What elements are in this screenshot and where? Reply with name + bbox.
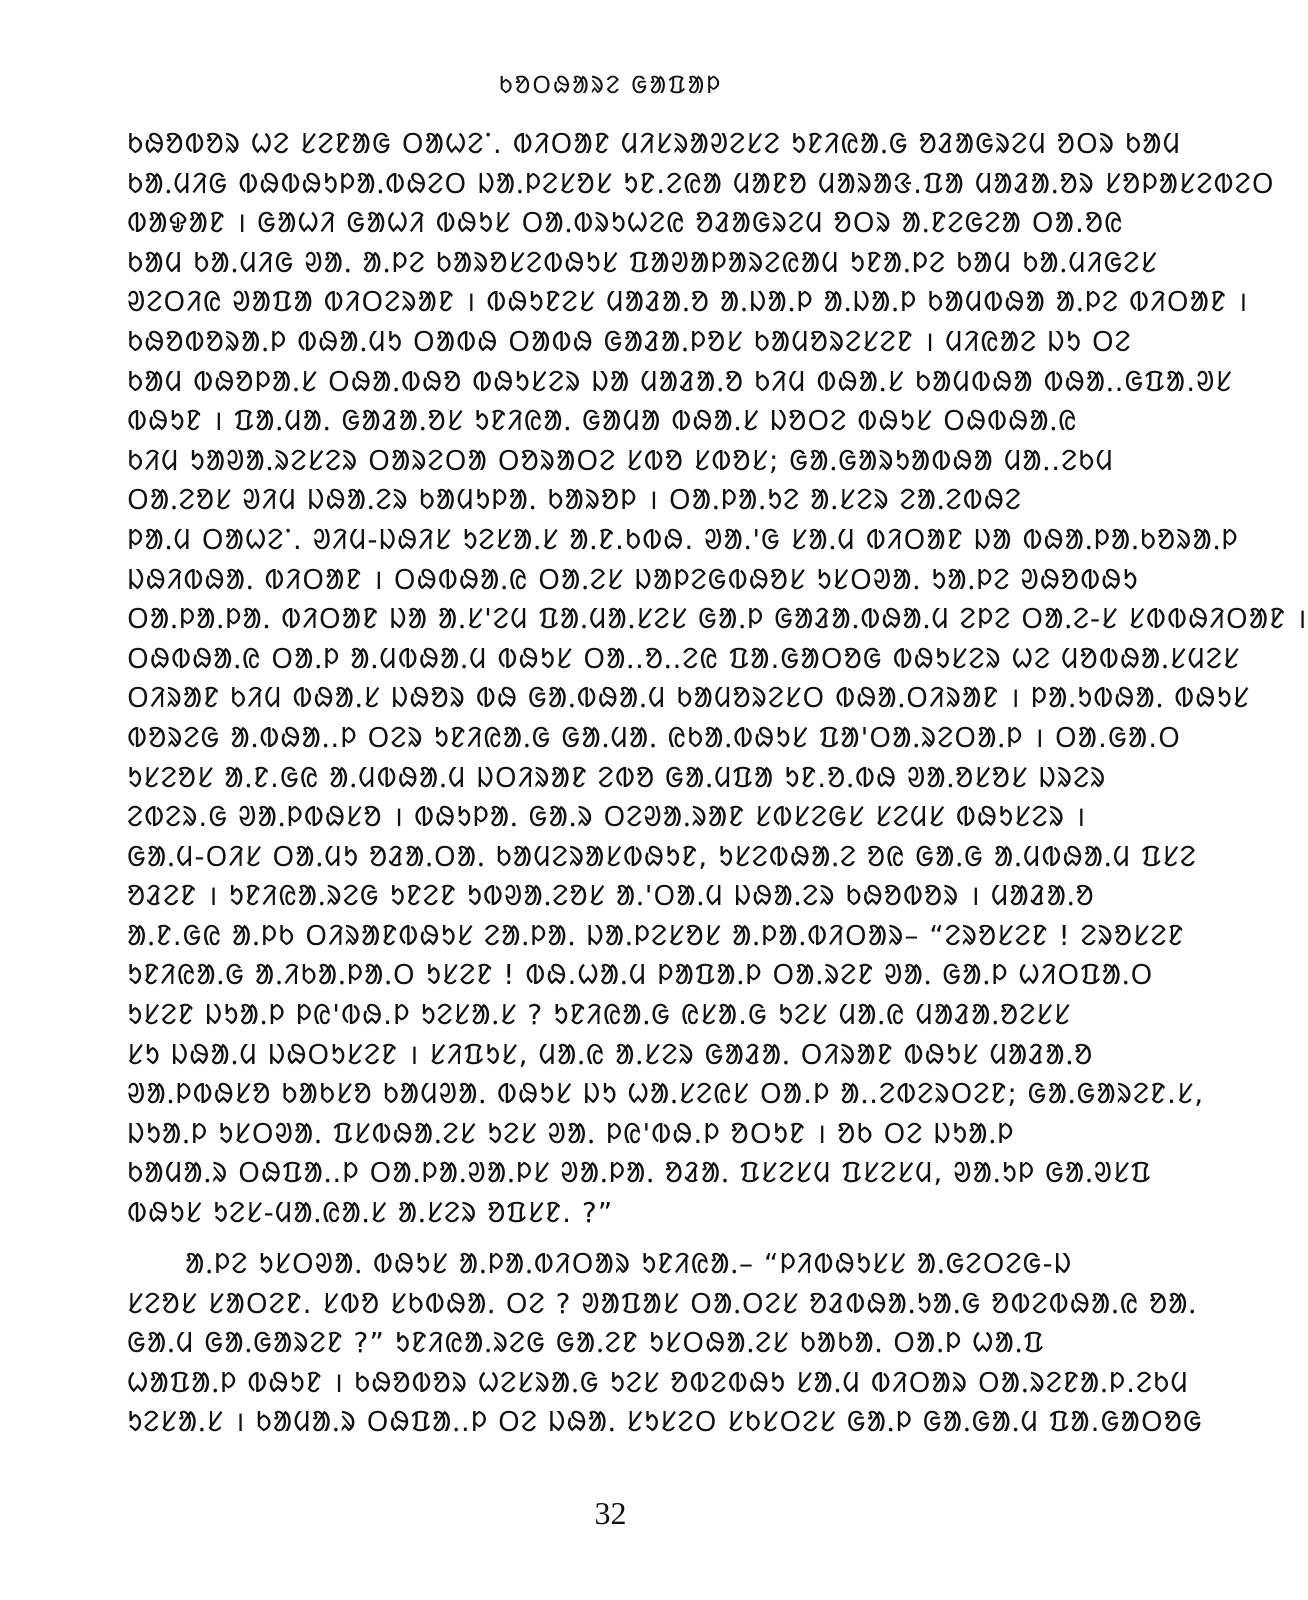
text-line: ᱡᱷᱤᱵᱷᱟᱹ ᱵᱤᱛᱟᱱ । ᱛᱷᱵᱷᱟᱹᱭ ᱛᱟᱹᱮᱥ ᱡᱟᱞᱮᱜᱵᱷᱚᱥ ᱩᱥᱛᱣᱟᱹ ᱩᱟᱹᱞᱮ ᱣᱷᱚᱵᱷᱩ <box>127 562 1139 596</box>
text-line: ᱞᱟᱹᱢ ᱛᱟᱦᱮᱸ. ᱣᱤᱢ-ᱡᱷᱤᱥ ᱩᱮᱥᱟᱹᱥ ᱟᱹᱱ.ᱠᱵᱷ. ᱣᱟᱹ'ᱜ ᱥᱟᱹᱢ ᱵᱤᱛᱟᱱ ᱡᱟ ᱵᱷᱟᱹᱞᱟᱹᱠᱚᱨᱟᱹᱞ <box>127 522 1239 556</box>
text-line: ᱛᱷᱵᱷᱟᱹᱭ ᱛᱟᱹᱞ ᱟᱹᱢᱵᱷᱟᱹᱢ ᱵᱷᱩᱥ ᱛᱟᱹ.ᱚᱹ.ᱮᱭ ᱯᱟ.ᱜᱟᱛᱚᱜ ᱵᱷᱩᱥᱮᱨ ᱦᱮ ᱢᱚᱵᱷᱟᱹᱥᱢᱮᱥ <box>127 641 1241 675</box>
text-line: ᱛᱟᱹᱞᱟᱹᱞᱟᱹ ᱵᱤᱛᱟᱱ ᱡᱟ ᱟᱹᱥ'ᱮᱢ ᱯᱟᱹᱢᱟᱹᱥᱮᱥ ᱜᱟᱹᱞ ᱜᱟᱲᱟᱹᱵᱷᱟᱹᱢ ᱮᱞᱮ ᱛᱟᱹᱮ-ᱥ ᱥᱵᱵᱷᱤᱛᱟᱱ । <box>127 602 1308 636</box>
text-line: ᱣᱟᱹᱞᱵᱷᱥᱚ ᱠᱟᱠᱥᱚ ᱠᱟᱢᱣᱟᱹ ᱵᱷᱩᱥ ᱡᱩ ᱦᱟᱹᱥᱮᱭᱥ ᱛᱟ.ᱞ ᱟᱹ.ᱮᱵᱮᱨᱛᱮᱱ; ᱜᱟᱹᱜᱟᱨᱮᱱ.ᱥ, <box>127 1077 1205 1111</box>
page-number: 32 <box>594 1495 627 1531</box>
running-header: ᱠᱚᱛᱷᱟᱨᱮ ᱜᱟᱯᱟᱞ <box>498 71 723 99</box>
text-line: ᱠᱷᱚᱵᱚᱨ ᱦᱮ ᱥᱮᱱᱟᱜ ᱛᱟᱦᱮᱸ. ᱵᱤᱛᱟᱱ ᱢᱤᱥᱨᱟᱣᱮᱥᱮ ᱩᱱᱤᱭᱟᱹᱜ ᱚᱲᱟᱜᱨᱮᱢ ᱚᱛᱨ ᱠᱟᱢ <box>127 127 1182 160</box>
text-line: ᱠᱷᱚᱵᱚᱨᱟᱹᱞ ᱵᱷᱟᱹᱢᱩ ᱛᱟᱵᱷ ᱛᱟᱵᱷ ᱜᱟᱲᱟᱹᱞᱚᱥ ᱠᱟᱢᱚᱨᱮᱥᱮᱱ । ᱢᱤᱭᱟᱮ ᱡᱩ ᱛᱮ <box>127 324 1132 358</box>
text-line: ᱚᱲᱮᱱ । ᱩᱱᱤᱭᱟᱹᱨᱮᱜ ᱩᱱᱮᱱ ᱩᱵᱣᱟᱹᱮᱚᱥ ᱟᱹ'ᱛᱟᱹᱢ ᱡᱷᱟᱹᱮᱨ ᱠᱷᱚᱵᱚᱨ । ᱢᱟᱲᱟᱹᱚ <box>127 879 1095 913</box>
text-line: ᱥᱩ ᱡᱷᱟᱹᱢ ᱡᱷᱛᱩᱥᱮᱱ । ᱥᱤᱯᱩᱥ, ᱢᱟᱹᱭ ᱟᱹᱥᱮᱨ ᱜᱟᱲᱟᱹ ᱛᱤᱨᱟᱱ ᱵᱷᱩᱥ ᱢᱟᱲᱟᱹᱚ <box>127 1037 1094 1071</box>
text-line: ᱜᱟᱹᱢ ᱜᱟᱹᱜᱟᱨᱮᱱ ?” ᱩᱱᱤᱭᱟᱹᱨᱮᱜ ᱜᱟᱹᱮᱱ ᱩᱥᱛᱷᱟᱹᱮᱥ ᱠᱟᱠᱟᱹ ᱛᱟᱹᱞ ᱦᱟᱹᱯ <box>127 1326 1045 1360</box>
text-line: ᱟᱹᱱ.ᱜᱭ ᱟᱹᱞᱠ ᱛᱤᱨᱟᱱᱵᱷᱩᱥ ᱮᱟᱹᱞᱟᱹ ᱡᱟᱹᱞᱮᱥᱚᱥ ᱟᱹᱞᱟᱹᱵᱤᱛᱟᱨ– “ᱮᱨᱚᱥᱮᱱ ! ᱮᱨᱚᱥᱮᱱ <box>127 918 1185 952</box>
text-line: ᱠᱟᱹᱢᱤᱜ ᱵᱷᱵᱷᱩᱞᱟᱹᱵᱷᱮᱛ ᱡᱟᱹᱞᱮᱥᱚᱥ ᱩᱱ.ᱮᱭᱟ ᱢᱟᱱᱚ ᱢᱟᱨᱟᱝ.ᱯᱟ ᱢᱟᱲᱟᱹᱚᱨ ᱥᱚᱞᱟᱥᱮᱵᱮᱛ <box>127 166 1275 200</box>
text-line: ᱵᱷᱩᱥ ᱩᱮᱥ-ᱢᱟᱹᱭᱟᱹᱥ ᱟᱹᱥᱮᱨ ᱚᱯᱥᱱ. ?” <box>127 1196 614 1230</box>
text-line: ᱛᱤᱨᱟᱱ ᱠᱤᱢ ᱵᱷᱟᱹᱥ ᱡᱷᱚᱨ ᱵᱷ ᱜᱟᱹᱵᱷᱟᱹᱢ ᱠᱟᱢᱚᱨᱮᱥᱛ ᱵᱷᱟᱹᱛᱤᱨᱟᱱ । ᱞᱟᱹᱩᱵᱷᱟᱹ ᱵᱷᱩᱥ <box>127 681 1251 715</box>
paragraph <box>127 124 1308 1233</box>
text-line: ᱠᱟᱢ ᱠᱟᱹᱢᱤᱜ ᱣᱟᱹ ᱟᱹᱞᱮ ᱠᱟᱨᱚᱥᱮᱵᱷᱩᱥ ᱯᱟᱣᱟᱞᱟᱨᱮᱭᱟᱢ ᱩᱱᱟᱹᱞᱮ ᱠᱟᱢ ᱠᱟᱹᱢᱤᱜᱮᱥ <box>127 245 1158 279</box>
text-line: ᱠᱟᱢᱟᱹᱨ ᱛᱷᱯᱟᱹ.ᱞ ᱛᱟᱹᱞᱟᱹᱣᱟᱹᱞᱥ ᱣᱟᱹᱞᱟᱹ ᱚᱲᱟᱹ ᱯᱥᱮᱥᱢ ᱯᱥᱮᱥᱢ, ᱣᱟᱹᱩᱞ ᱜᱟᱹᱣᱥᱯ <box>127 1156 1152 1190</box>
text-line: ᱩᱱᱤᱭᱟᱹᱜ ᱟᱹᱤᱠᱟᱹᱞᱟᱹᱛ ᱩᱥᱮᱱ ! ᱵᱷ.ᱦᱟᱹᱢ ᱞᱟᱯᱟᱹᱞ ᱛᱟᱹᱨᱮᱱ ᱣᱟᱹ ᱜᱟᱹᱞ ᱦᱤᱛᱯᱟᱹᱛ <box>127 958 1154 992</box>
text-line: ᱛᱟᱹᱮᱚᱥ ᱣᱤᱢ ᱡᱷᱟᱹᱮᱨ ᱠᱟᱢᱩᱞᱟᱹ ᱠᱟᱨᱚᱞ । ᱛᱟᱹᱞᱟᱹᱩᱮ ᱟᱹᱥᱮᱨ ᱮᱟᱹᱮᱵᱷᱮ <box>127 483 1022 517</box>
text-line: ᱣᱮᱛᱤᱭ ᱣᱟᱯᱟ ᱵᱤᱛᱮᱨᱟᱱ । ᱵᱷᱩᱱᱮᱥ ᱢᱟᱲᱟᱹᱚ ᱟᱹᱡᱟᱹᱞ ᱟᱹᱡᱟᱹᱞ ᱠᱟᱢᱵᱷᱟ ᱟᱹᱞᱮ ᱵᱤᱛᱟᱱ । <box>127 285 1249 319</box>
text-line: ᱩᱮᱥᱟᱹᱥ । ᱠᱟᱢᱟᱹᱨ ᱛᱷᱯᱟᱹ.ᱞ ᱛᱮ ᱡᱷᱟᱹ ᱥᱩᱥᱮᱛ ᱥᱠᱥᱛᱮᱥ ᱜᱟᱹᱞ ᱜᱟᱹᱜᱟᱹᱢ ᱯᱟ.ᱜᱟᱛᱚᱜ <box>127 1405 1203 1439</box>
text-line: ᱵᱚᱨᱮᱜ ᱟᱹᱵᱷᱟᱹ.ᱞ ᱛᱮᱨ ᱩᱱᱤᱭᱟᱹᱜ ᱜᱟᱹᱢᱟᱹ ᱭᱠᱟᱹᱵᱷᱩᱥ ᱯᱟ'ᱛᱟᱹᱨᱮᱛᱟᱹᱞ । ᱛᱟ.ᱜᱟ.ᱛ <box>127 720 1182 754</box>
paragraph <box>127 1244 1203 1442</box>
text-line: ᱩᱥᱮᱱ ᱡᱩᱟᱹᱞ ᱞᱭ'ᱵᱷ.ᱞ ᱩᱮᱥᱟᱹᱥ ? ᱩᱱᱤᱭᱟᱹᱜ ᱭᱥᱟ.ᱜ ᱩᱮᱥ ᱢᱟᱹᱭ ᱢᱟᱲᱟᱹᱚᱮᱥᱥ <box>127 998 1072 1032</box>
text-line: ᱦᱟᱯᱟᱹᱞ ᱵᱷᱩᱱ । ᱠᱷᱚᱵᱚᱨ ᱦᱮᱥᱨᱟᱹᱜ ᱩᱮᱥ ᱚᱵᱮᱵᱷᱩ ᱥᱟᱹᱢ ᱵᱤᱛᱟᱨ ᱛᱟᱹᱨᱮᱱᱟᱹᱞ.ᱮᱠᱢ <box>127 1365 1189 1399</box>
text-line: ᱜᱟᱹᱢ-ᱛᱤᱥ ᱛᱟᱹᱢᱩ ᱚᱲᱟᱹᱛᱟᱹ ᱠᱟᱢᱮᱨᱟᱥᱵᱷᱩᱱ, ᱩᱥᱮᱵᱷᱟᱹᱮ ᱚᱭ ᱜᱟᱹᱜ ᱟᱹᱢᱵᱷᱟᱹᱢ ᱯᱥᱮ <box>127 839 1197 873</box>
text-line: ᱵᱟᱫᱟᱱ । ᱜᱟᱦᱤ ᱜᱟᱦᱤ ᱵᱷᱩᱥ ᱛᱟᱹᱵᱨᱩᱦᱮᱭ ᱚᱲᱟᱜᱨᱮᱢ ᱚᱛᱨ ᱟᱹᱱᱮᱜᱮᱟ ᱛᱟ.ᱚᱭ <box>127 206 1124 240</box>
text-line: ᱟᱹᱞᱮ ᱩᱥᱛᱣᱟᱹ ᱵᱷᱩᱥ ᱟᱹᱞᱟᱹᱵᱤᱛᱟᱨ ᱩᱱᱤᱭᱟᱹ– “ᱞᱤᱵᱷᱩᱥᱥ ᱟᱹᱜᱮᱛᱮᱜ-ᱡ <box>185 1247 1073 1280</box>
text-line: ᱠᱟᱢ ᱵᱷᱚᱞᱟᱹᱥ ᱛᱷᱟᱹᱵᱷᱚ ᱵᱷᱩᱥᱮᱨ ᱡᱟ ᱢᱟᱲᱟᱹᱚ ᱠᱤᱢ ᱵᱷᱟᱹᱥ ᱠᱟᱢᱵᱷᱟ ᱵᱷᱟᱹ.ᱜᱯᱟ.ᱣᱥ <box>127 364 1233 398</box>
text-line: ᱮᱵᱮᱨ.ᱜ ᱣᱟᱹᱞᱵᱷᱥᱚ । ᱵᱷᱩᱞᱟᱹ ᱜᱟᱹᱨ ᱛᱮᱣᱟᱹᱨᱟᱱ ᱥᱵᱥᱮᱜᱥ ᱥᱮᱢᱥ ᱵᱷᱩᱥᱮᱨ । <box>127 800 1087 834</box>
text-line: ᱠᱤᱢ ᱩᱟᱣᱟᱹᱨᱮᱥᱮᱨ ᱛᱟᱨᱮᱛᱟ ᱛᱚᱨᱟᱛᱮ ᱥᱵᱚ ᱥᱵᱚᱥ; ᱜᱟᱹᱜᱟᱨᱩᱟᱵᱷᱟ ᱢᱟᱹ.ᱮᱠᱢ <box>127 443 1114 477</box>
text-line: ᱩᱥᱮᱚᱥ ᱟᱹᱱ.ᱜᱭ ᱟᱹᱢᱵᱷᱟᱹᱢ ᱡᱛᱤᱨᱟᱱ ᱮᱵᱚ ᱜᱟᱹᱢᱯᱟ ᱩᱱ.ᱚᱹᱵᱷ ᱣᱟᱹᱚᱥᱚᱥ ᱡᱨᱮᱨ <box>127 760 1107 794</box>
text-line: ᱡᱩᱟᱹᱞ ᱩᱥᱛᱣᱟᱹ ᱯᱥᱵᱷᱟᱹᱮᱥ ᱩᱮᱥ ᱣᱟᱹ ᱞᱭ'ᱵᱷ.ᱞ ᱚᱛᱩᱱ । ᱚᱠ ᱛᱮ ᱡᱩᱟᱹᱞ <box>127 1116 1015 1150</box>
text-line: ᱵᱷᱩᱱ । ᱯᱟᱹᱢᱟᱹ ᱜᱟᱲᱟᱹᱚᱥ ᱩᱱᱤᱭᱟᱹ ᱜᱟᱢᱟ ᱵᱷᱟᱹᱥ ᱡᱚᱛᱮ ᱵᱷᱩᱥ ᱛᱷᱵᱷᱟᱹᱭ <box>127 404 1078 438</box>
text-line: ᱥᱮᱚᱥ ᱥᱟᱛᱮᱱ. ᱥᱵᱚ ᱥᱠᱵᱷᱟᱹ ᱛᱮ ? ᱣᱟᱯᱟᱥ ᱛᱟᱹᱛᱮᱥ ᱚᱲᱵᱷᱟᱹᱩᱟᱹᱜ ᱚᱵᱮᱵᱷᱟᱹᱭ ᱚᱟᱹ <box>127 1286 1198 1320</box>
